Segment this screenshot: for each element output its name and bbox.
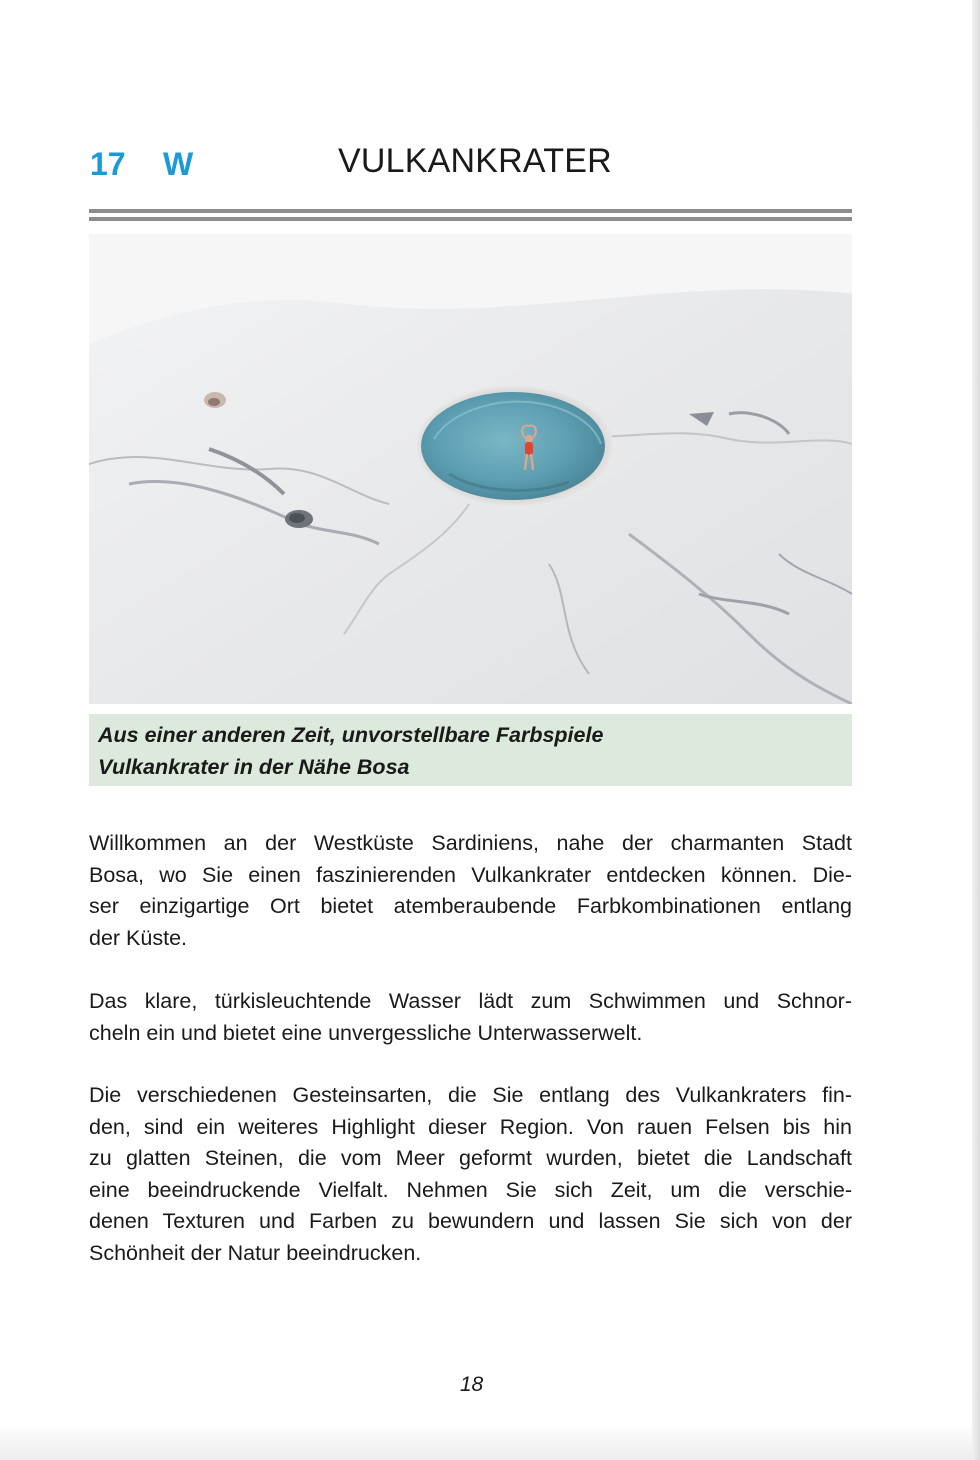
text-line: der Küste.	[89, 925, 187, 950]
text-line: Schönheit der Natur beeindrucken.	[89, 1240, 422, 1265]
body-paragraph-1	[89, 828, 852, 954]
photo-caption	[89, 714, 852, 786]
text-line: den, sind ein weiteres Highlight dieser Region. Von rauen Felsen bis hin	[89, 1114, 852, 1139]
region-code: W	[163, 146, 194, 182]
body-paragraph-2	[89, 986, 852, 1049]
header-rule-top	[89, 209, 852, 213]
crater-photo	[89, 234, 852, 704]
text-line: Das klare, türkisleuchtende Wasser lädt zum Schwimmen und Schnor-	[89, 989, 852, 1013]
page-bottom-shadow	[0, 1424, 980, 1460]
caption-line-2: Vulkankrater in der Nähe Bosa	[98, 755, 410, 779]
text-line: eine beeindruckende Vielfalt. Nehmen Sie sich Zeit, um die verschie-	[89, 1177, 852, 1202]
text-line: Bosa, wo Sie einen faszinierenden Vulkankrater entdecken können. Die-	[89, 862, 852, 887]
text-line: zu glatten Steinen, die vom Meer geformt wurden, bietet die Landschaft	[89, 1146, 852, 1170]
chapter-number: 17	[90, 146, 126, 182]
text-line: denen Texturen und Farben zu bewundern und lassen Sie sich von der	[89, 1209, 852, 1233]
page-number: 18	[459, 1373, 484, 1396]
page-title: VULKANKRATER	[338, 142, 612, 180]
body-paragraph-3	[89, 1080, 852, 1269]
caption-line-1: Aus einer anderen Zeit, unvorstellbare Farbspiele	[98, 723, 604, 747]
header-rule-bottom	[89, 217, 852, 221]
text-line: Willkommen an der Westküste Sardiniens, nahe der charmanten Stadt	[89, 831, 852, 855]
text-line: Die verschiedenen Gesteinsarten, die Sie entlang des Vulkankraters fin-	[89, 1083, 852, 1107]
page-right-edge	[972, 0, 980, 1460]
text-line: cheln ein und bietet eine unvergessliche Unterwasserwelt.	[89, 1020, 643, 1045]
text-line: ser einzigartige Ort bietet atemberaubende Farbkombinationen entlang	[89, 894, 852, 918]
